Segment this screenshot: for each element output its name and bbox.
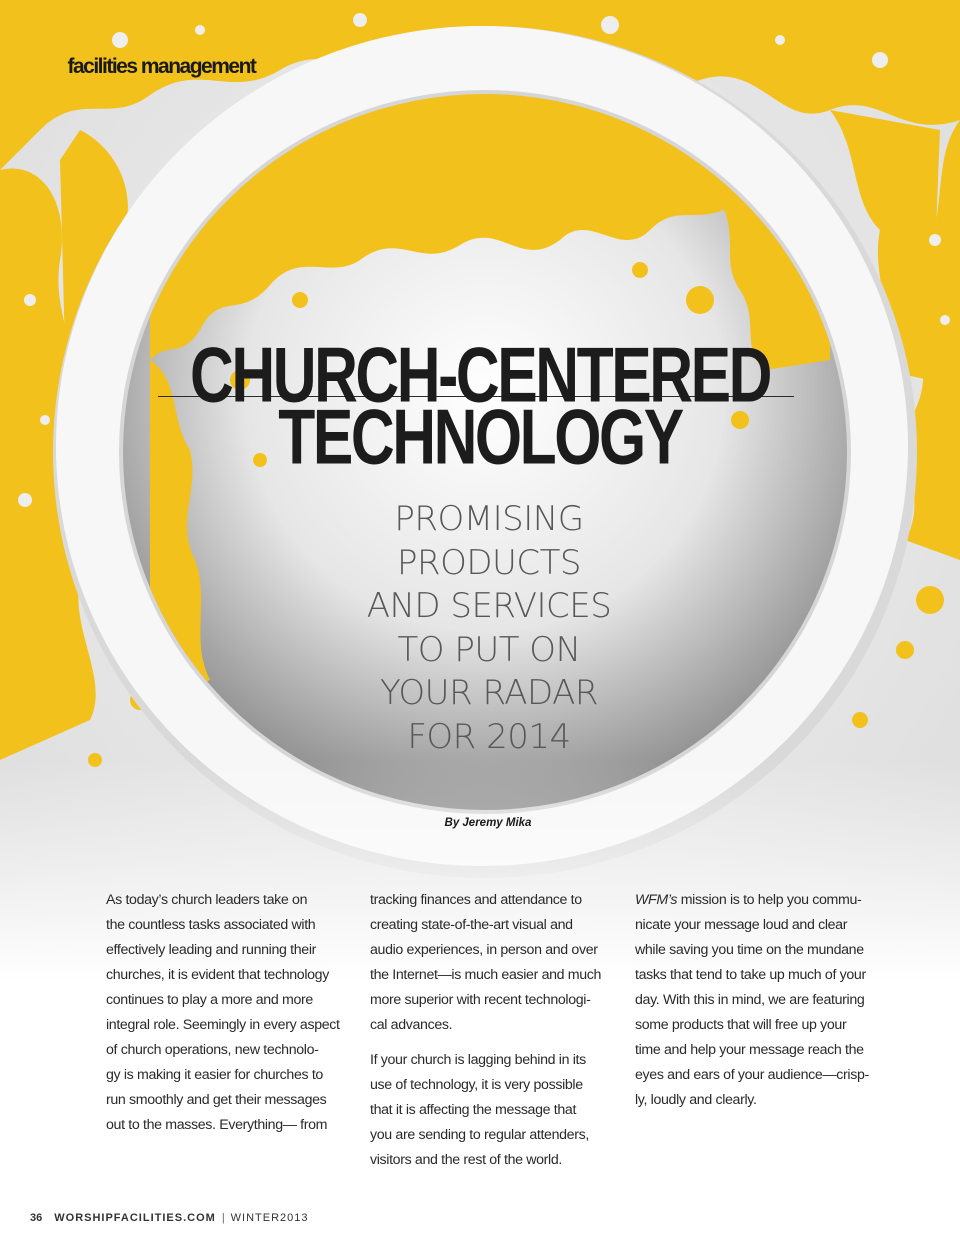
text-line: eyes and ears of your audience—crisp- — [635, 1067, 869, 1083]
text-line: visitors and the rest of the world. — [370, 1152, 562, 1168]
magazine-name: WFM’s — [635, 892, 678, 908]
text-line: the Internet—is much easier and much — [370, 967, 602, 983]
subtitle-line: AND SERVICES — [366, 586, 612, 626]
body-column-2 — [370, 888, 620, 1173]
paragraph — [370, 888, 620, 1038]
text-line: churches, it is evident that technology — [106, 967, 329, 983]
text-line: tracking finances and attendance to — [370, 892, 582, 908]
subtitle-line: TO PUT ON — [397, 629, 581, 670]
text-line: audio experiences, in person and over — [370, 942, 598, 958]
subtitle-line: YOUR RADAR — [380, 673, 598, 713]
page-number: 36 — [30, 1212, 43, 1224]
text-line: As today’s church leaders take on — [106, 892, 308, 908]
text-line: that it is affecting the message that — [370, 1102, 577, 1118]
body-column-3 — [635, 888, 885, 1113]
text-line: ly, loudly and clearly. — [635, 1092, 757, 1108]
text-line: some products that will free up your — [635, 1017, 847, 1033]
article-subtitle — [330, 498, 648, 759]
text-line: tasks that tend to take up much of your — [635, 967, 866, 983]
text-line: run smoothly and get their messages — [106, 1092, 327, 1108]
subtitle-line: PRODUCTS — [396, 542, 582, 583]
text-line: creating state-of-the-art visual and — [370, 917, 573, 933]
page-footer — [30, 1212, 309, 1224]
paragraph — [635, 888, 885, 1113]
text-line: while saving you time on the mundane — [635, 942, 864, 958]
footer-issue: WINTER2013 — [230, 1212, 309, 1224]
text-line: more superior with recent technologi- — [370, 992, 591, 1008]
subtitle-line: FOR 2014 — [407, 716, 571, 757]
section-prefix: wfm — [30, 55, 68, 78]
article-title-line1: CHURCH-CENTERED — [189, 331, 770, 419]
footer-separator: | — [221, 1212, 225, 1224]
text-line: day. With this in mind, we are featuring — [635, 992, 865, 1008]
text-fragment: mission is to help you commu- — [677, 892, 862, 908]
section-name: facilities management — [67, 55, 256, 78]
text-line: If your church is lagging behind in its — [370, 1052, 586, 1068]
text-line: effectively leading and running their — [106, 942, 316, 958]
section-tag — [30, 55, 255, 79]
text-line: the countless tasks associated with — [106, 917, 316, 933]
article-title-line2: TECHNOLOGY — [278, 393, 682, 481]
text-line — [635, 888, 885, 913]
text-line: nicate your message loud and clear — [635, 917, 848, 933]
text-line: use of technology, it is very possible — [370, 1077, 583, 1093]
paragraph — [106, 888, 356, 1138]
text-line: cal advances. — [370, 1017, 453, 1033]
text-line: of church operations, new technolo- — [106, 1042, 319, 1058]
byline: By Jeremy Mika — [444, 817, 532, 829]
text-line: continues to play a more and more — [106, 992, 313, 1008]
body-column-1 — [106, 888, 356, 1138]
footer-site: WORSHIPFACILITIES.COM — [54, 1212, 216, 1224]
text-line: you are sending to regular attenders, — [370, 1127, 589, 1143]
paragraph — [370, 1048, 620, 1173]
text-line: gy is making it easier for churches to — [106, 1067, 323, 1083]
text-line: out to the masses. Everything— from — [106, 1117, 328, 1133]
subtitle-line: PROMISING — [394, 499, 584, 539]
text-line: time and help your message reach the — [635, 1042, 864, 1058]
text-line: integral role. Seemingly in every aspect — [106, 1017, 340, 1033]
